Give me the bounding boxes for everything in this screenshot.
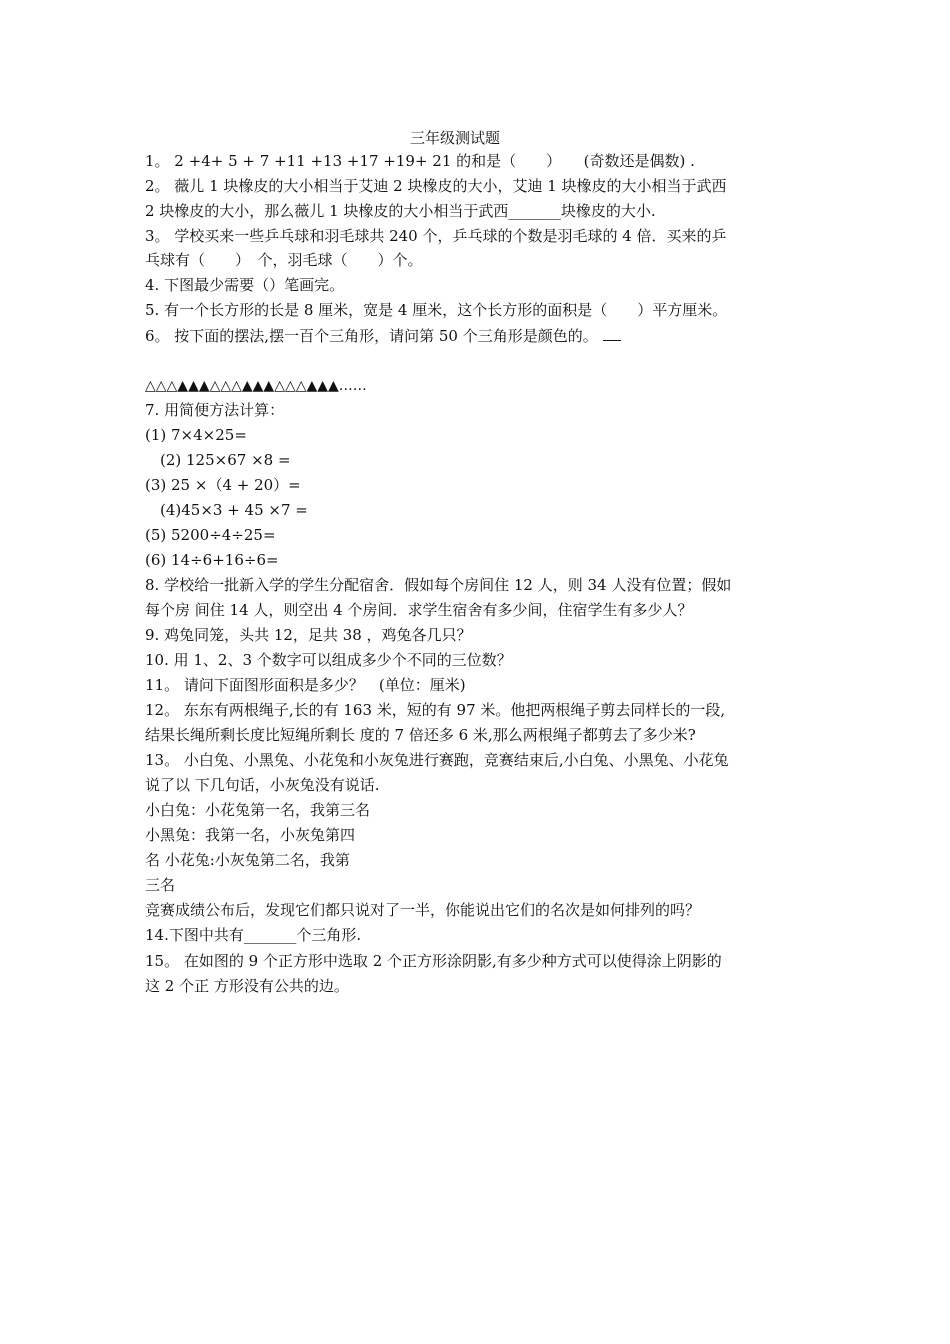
question-1: 1。 2 +4+ 5 + 7 +11 +13 +17 +19+ 21 的和是（ ） (奇数还是偶数) .: [145, 152, 695, 170]
question-7: 7. 用简便方法计算：: [145, 401, 285, 419]
calc-1: (1) 7×4×25=: [145, 426, 247, 444]
statement-black-rabbit: 小黑兔：我第一名，小灰兔第四: [145, 826, 356, 844]
question-8-line-2: 每个房 间住 14 人，则空出 4 个房间．求学生宿舍有多少间，住宿学生有多少人？: [145, 601, 693, 619]
question-13-line-3: 竞赛成绩公布后，发现它们都只说对了一半，你能说出它们的名次是如何排列的吗？: [145, 901, 701, 919]
question-6-text: 6。 按下面的摆法,摆一百个三角形，请问第 50 个三角形是颜色的。: [145, 327, 598, 345]
calc-6: (6) 14÷6+16÷6=: [145, 551, 279, 569]
question-4: 4. 下图最少需要（）笔画完。: [145, 276, 345, 294]
statement-flower-rabbit: 名 小花兔:小灰兔第二名，我第: [145, 851, 350, 869]
question-2-line-1: 2。 薇儿 1 块橡皮的大小相当于艾迪 2 块橡皮的大小，艾迪 1 块橡皮的大小相当于武西: [145, 177, 727, 195]
question-15-line-2: 这 2 个正 方形没有公共的边。: [145, 977, 349, 995]
question-9: 9. 鸡兔同笼，头共 12，足共 38 ，鸡兔各几只？: [145, 626, 472, 644]
question-10: 10. 用 1、2、3 个数字可以组成多少个不同的三位数？: [145, 651, 512, 669]
question-6: [145, 325, 815, 347]
question-12-line-1: 12。 东东有两根绳子,长的有 163 米，短的有 97 米。他把两根绳子剪去同样长的一段,: [145, 701, 726, 719]
statement-white-rabbit: 小白兔：小花兔第一名，我第三名: [145, 801, 371, 819]
question-13-line-1: 13。 小白兔、小黑兔、小花兔和小灰兔进行赛跑，竞赛结束后,小白兔、小黑兔、小花兔: [145, 751, 729, 769]
question-15-line-1: 15。 在如图的 9 个正方形中选取 2 个正方形涂阴影,有多少种方式可以使得涂上阴影的: [145, 952, 722, 970]
calc-4: (4)45×3 + 45 ×7 =: [145, 501, 308, 519]
statement-continuation: 三名: [145, 876, 176, 894]
question-14: 14.下图中共有_______个三角形.: [145, 926, 362, 944]
question-13-line-2: 说了以 下几句话，小灰兔没有说话.: [145, 776, 380, 794]
question-12-line-2: 结果长绳所剩长度比短绳所剩长 度的 7 倍还多 6 米,那么两根绳子都剪去了多少米?: [145, 726, 696, 744]
calc-3: (3) 25 ×（4 + 20）=: [145, 476, 301, 494]
question-3-line-1: 3。 学校买来一些乒乓球和羽毛球共 240 个，乒乓球的个数是羽毛球的 4 倍．买来的乒: [145, 227, 727, 245]
question-11: 11。 请问下面图形面积是多少？ (单位：厘米): [145, 676, 466, 694]
calc-5: (5) 5200÷4÷25=: [145, 526, 276, 544]
page-title: 三年级测试题: [409, 129, 500, 147]
answer-blank: [603, 340, 621, 341]
calc-2: (2) 125×67 ×8 =: [145, 451, 291, 469]
triangle-pattern: △△△▲▲▲△△△▲▲▲△△△▲▲▲……: [145, 378, 367, 394]
question-8-line-1: 8. 学校给一批新入学的学生分配宿舍．假如每个房间住 12 人，则 34 人没有位置；假如: [145, 576, 732, 594]
question-5: 5. 有一个长方形的长是 8 厘米，宽是 4 厘米，这个长方形的面积是（ ）平方厘米。: [145, 301, 728, 319]
question-2-line-2: 2 块橡皮的大小，那么薇儿 1 块橡皮的大小相当于武西_______块橡皮的大小.: [145, 202, 656, 220]
question-3-line-2: 乓球有（ ） 个，羽毛球（ ）个。: [145, 251, 423, 269]
